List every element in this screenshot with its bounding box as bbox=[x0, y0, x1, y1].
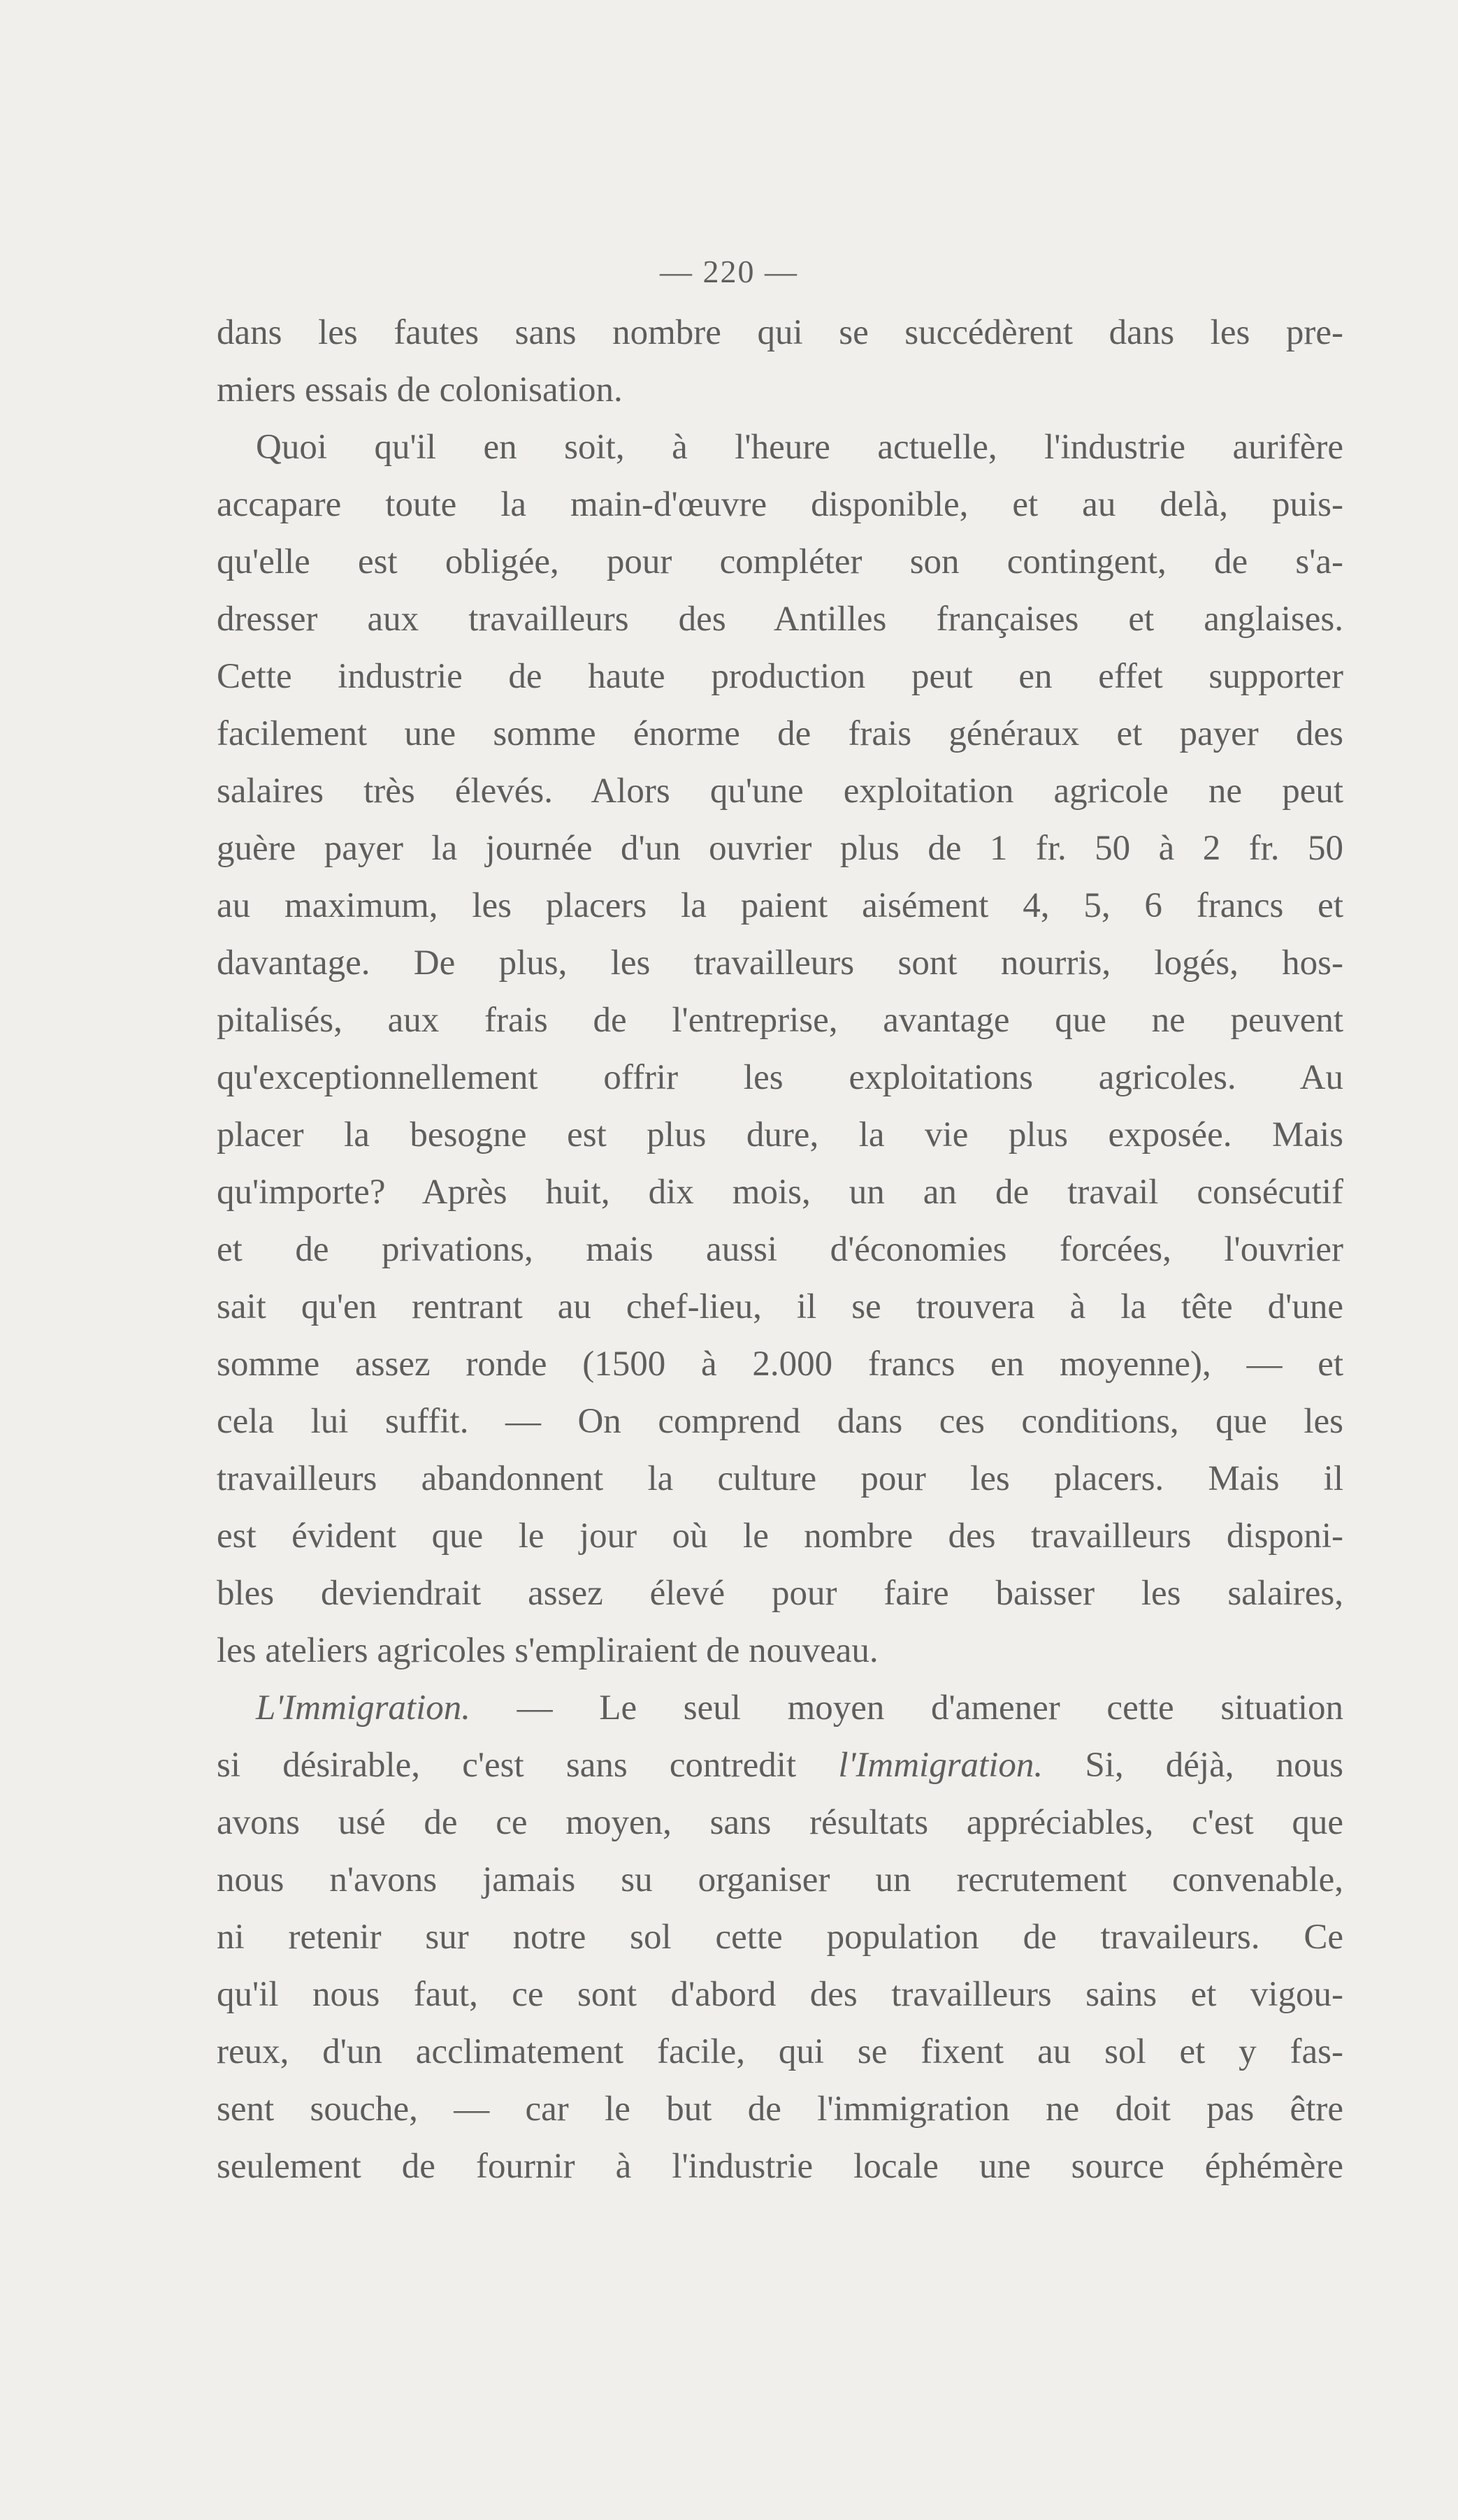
text-line: qu'importe? Après huit, dix mois, un an de travail consécutif bbox=[217, 1173, 1343, 1212]
text-line: qu'elle est obligée, pour compléter son contingent, de s'a- bbox=[217, 542, 1343, 581]
section-heading: L'Immigration. bbox=[256, 1688, 471, 1728]
text-span: si désirable, c'est sans contredit bbox=[217, 1746, 839, 1785]
page-text bbox=[217, 304, 1343, 2195]
text-line: au maximum, les placers la paient aisément 4, 5, 6 francs et bbox=[217, 886, 1343, 925]
text-line bbox=[217, 1679, 1343, 1737]
text-span: — Le seul moyen d'amener cette situation bbox=[470, 1688, 1343, 1728]
text-line: nous n'avons jamais su organiser un recrutement convenable, bbox=[217, 1860, 1343, 1899]
text-line: est évident que le jour où le nombre des travailleurs disponi- bbox=[217, 1516, 1343, 1556]
text-line: facilement une somme énorme de frais généraux et payer des bbox=[217, 714, 1343, 753]
text-line: sait qu'en rentrant au chef-lieu, il se trouvera à la tête d'une bbox=[217, 1287, 1343, 1326]
text-line: somme assez ronde (1500 à 2.000 francs en moyenne), — et bbox=[217, 1345, 1343, 1384]
immigration-paragraph bbox=[217, 1679, 1343, 2195]
text-line: reux, d'un acclimatement facile, qui se fixent au sol et y fas- bbox=[217, 2032, 1343, 2071]
text-line: et de privations, mais aussi d'économies forcées, l'ouvrier bbox=[217, 1230, 1343, 1269]
text-line: avons usé de ce moyen, sans résultats appréciables, c'est que bbox=[217, 1803, 1343, 1842]
text-line: Quoi qu'il en soit, à l'heure actuelle, l'industrie aurifère bbox=[256, 428, 1343, 467]
text-span: Si, déjà, nous bbox=[1043, 1746, 1343, 1785]
text-line: seulement de fournir à l'industrie locale une source éphémère bbox=[217, 2147, 1343, 2186]
page-number: — 220 — bbox=[660, 254, 798, 289]
text-line: dans les fautes sans nombre qui se succédèrent dans les pre- bbox=[217, 313, 1343, 352]
text-line bbox=[217, 1737, 1343, 1794]
text-line: Cette industrie de haute production peut en effet supporter bbox=[217, 657, 1343, 696]
text-line: les ateliers agricoles s'empliraient de nouveau. bbox=[217, 1631, 879, 1670]
text-line: qu'il nous faut, ce sont d'abord des travailleurs sains et vigou- bbox=[217, 1975, 1343, 2014]
text-line: sent souche, — car le but de l'immigration ne doit pas être bbox=[217, 2090, 1343, 2129]
text-line: accapare toute la main-d'œuvre disponible, et au delà, puis- bbox=[217, 485, 1343, 524]
text-line: dresser aux travailleurs des Antilles françaises et anglaises. bbox=[217, 600, 1343, 639]
text-line: miers essais de colonisation. bbox=[217, 370, 623, 410]
text-line: davantage. De plus, les travailleurs sont nourris, logés, hos- bbox=[217, 943, 1343, 983]
text-line: guère payer la journée d'un ouvrier plus de 1 fr. 50 à 2 fr. 50 bbox=[217, 829, 1343, 868]
text-line: ni retenir sur notre sol cette population de travaileurs. Ce bbox=[217, 1918, 1343, 1957]
text-line: travailleurs abandonnent la culture pour les placers. Mais il bbox=[217, 1459, 1343, 1498]
text-line: placer la besogne est plus dure, la vie plus exposée. Mais bbox=[217, 1115, 1343, 1154]
text-line: salaires très élevés. Alors qu'une exploitation agricole ne peut bbox=[217, 772, 1343, 811]
text-line: qu'exceptionnellement offrir les exploitations agricoles. Au bbox=[217, 1058, 1343, 1097]
paragraph-lines bbox=[217, 1794, 1343, 2195]
emphasis: l'Immigration. bbox=[838, 1746, 1044, 1785]
text-line: pitalisés, aux frais de l'entreprise, avantage que ne peuvent bbox=[217, 1001, 1343, 1040]
paragraph-block bbox=[217, 304, 1343, 1679]
text-line: bles deviendrait assez élevé pour faire baisser les salaires, bbox=[217, 1574, 1343, 1613]
text-line: cela lui suffit. — On comprend dans ces conditions, que les bbox=[217, 1402, 1343, 1441]
